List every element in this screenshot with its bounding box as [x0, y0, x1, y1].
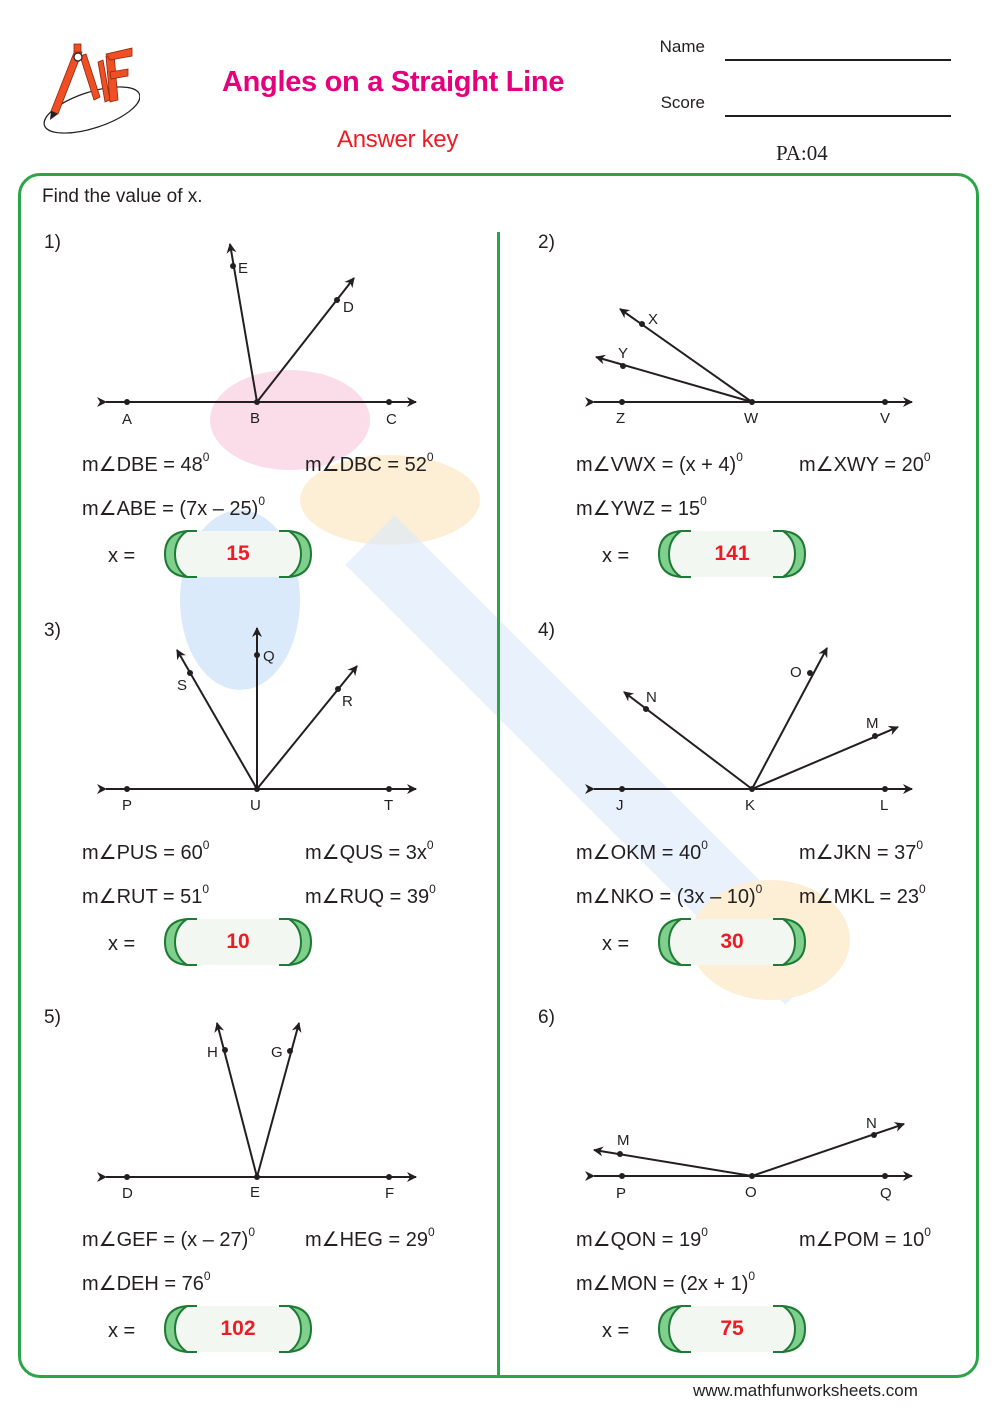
svg-text:E: E: [250, 1184, 261, 1201]
name-field[interactable]: [620, 37, 960, 67]
svg-text:Q: Q: [263, 648, 275, 665]
x-label: x =: [602, 545, 630, 567]
equation: m∠NKO = (3x – 10)$^0$: [576, 882, 763, 908]
svg-text:D: D: [122, 1185, 133, 1202]
answer-box[interactable]: [657, 917, 807, 967]
angle-diagram: [20, 1007, 490, 1207]
problem-number: 4): [538, 620, 555, 641]
svg-text:D: D: [343, 299, 354, 316]
angle-diagram: [20, 620, 490, 820]
answer-box[interactable]: [163, 1304, 313, 1354]
equation: m∠QON = $19^0$: [576, 1225, 708, 1251]
problem-number: 6): [538, 1007, 555, 1028]
problem-5: [20, 1007, 490, 1395]
equation: m∠MKL = $23^0$: [799, 882, 926, 908]
equation: m∠DEH = $76^0$: [82, 1269, 211, 1295]
mathfun-logo-icon: [40, 42, 140, 137]
footer-website-link[interactable]: www.mathfunworksheets.com: [693, 1381, 918, 1400]
score-label: Score: [660, 93, 705, 112]
answer-value: 15: [226, 542, 250, 565]
problem-2: [514, 232, 984, 620]
svg-text:L: L: [880, 797, 889, 814]
problem-1: [20, 232, 490, 620]
svg-text:T: T: [384, 797, 394, 814]
worksheet-code: PA:04: [776, 141, 828, 165]
answer-value: 75: [720, 1317, 744, 1340]
x-label: x =: [108, 933, 136, 955]
angle-diagram: [514, 1007, 984, 1207]
equation: m∠RUQ = $39^0$: [305, 882, 436, 908]
svg-text:Y: Y: [618, 345, 629, 362]
equation: m∠ABE = (7x – 25)$^0$: [82, 494, 266, 520]
svg-text:F: F: [385, 1185, 395, 1202]
x-label: x =: [602, 933, 630, 955]
svg-text:N: N: [646, 689, 657, 706]
svg-text:Z: Z: [616, 410, 626, 427]
svg-text:S: S: [177, 677, 188, 694]
answer-value: 10: [226, 930, 250, 953]
problem-number: 2): [538, 232, 555, 253]
equation: m∠PUS = $60^0$: [82, 838, 210, 864]
svg-text:R: R: [342, 693, 353, 710]
svg-text:M: M: [866, 715, 879, 732]
svg-text:O: O: [745, 1184, 757, 1201]
x-label: x =: [108, 545, 136, 567]
svg-text:H: H: [207, 1044, 218, 1061]
answer-value: 30: [720, 930, 744, 953]
answer-key-label: Answer key: [337, 126, 459, 153]
problem-4: [514, 620, 984, 1008]
equation: m∠RUT = $51^0$: [82, 882, 210, 908]
answer-value: 102: [220, 1317, 256, 1340]
svg-text:V: V: [880, 410, 891, 427]
score-input-line[interactable]: [725, 115, 951, 117]
equation: m∠DBE = $48^0$: [82, 450, 210, 476]
answer-box[interactable]: [163, 917, 313, 967]
equation: m∠POM = $10^0$: [799, 1225, 931, 1251]
problem-3: [20, 620, 490, 1008]
equation: m∠QUS = $3x^0$: [305, 838, 434, 864]
equation: m∠VWX = $(x + 4)^0$: [576, 450, 743, 476]
problem-number: 1): [44, 232, 61, 253]
answer-box[interactable]: [657, 529, 807, 579]
equation: m∠HEG = $29^0$: [305, 1225, 435, 1251]
x-label: x =: [602, 1320, 630, 1342]
svg-text:U: U: [250, 797, 261, 814]
instruction-text: Find the value of x.: [42, 186, 203, 207]
svg-text:B: B: [250, 410, 261, 427]
svg-text:E: E: [238, 260, 249, 277]
svg-text:C: C: [386, 411, 397, 428]
column-divider: [497, 232, 500, 1378]
svg-text:G: G: [271, 1044, 283, 1061]
answer-box[interactable]: [163, 529, 313, 579]
x-label: x =: [108, 1320, 136, 1342]
svg-text:Q: Q: [880, 1185, 892, 1202]
svg-text:N: N: [866, 1115, 877, 1132]
equation: m∠DBC = $52^0$: [305, 450, 434, 476]
equation: m∠MON = $(2x + 1)^0$: [576, 1269, 756, 1295]
problem-number: 3): [44, 620, 61, 641]
equation: m∠YWZ = $15^0$: [576, 494, 707, 520]
svg-text:X: X: [648, 311, 659, 328]
equation: m∠GEF = (x – 27)$^0$: [82, 1225, 255, 1251]
name-label: Name: [659, 37, 705, 56]
score-field[interactable]: [620, 93, 960, 123]
equation: m∠JKN = $37^0$: [799, 838, 924, 864]
name-input-line[interactable]: [725, 59, 951, 61]
equation: m∠OKM = $40^0$: [576, 838, 708, 864]
problem-6: [514, 1007, 984, 1395]
angle-diagram: [20, 232, 490, 432]
equation: m∠XWY = $20^0$: [799, 450, 931, 476]
svg-text:M: M: [617, 1132, 630, 1149]
answer-value: 141: [714, 542, 750, 565]
svg-text:W: W: [744, 410, 759, 427]
angle-diagram: [514, 232, 984, 432]
angle-diagram: [514, 620, 984, 820]
answer-box[interactable]: [657, 1304, 807, 1354]
worksheet-title: Angles on a Straight Line: [222, 66, 565, 98]
svg-text:P: P: [122, 797, 133, 814]
svg-text:A: A: [122, 411, 133, 428]
svg-text:J: J: [616, 797, 624, 814]
svg-text:O: O: [790, 664, 802, 681]
svg-text:K: K: [745, 797, 756, 814]
problem-number: 5): [44, 1007, 61, 1028]
svg-text:P: P: [616, 1185, 627, 1202]
